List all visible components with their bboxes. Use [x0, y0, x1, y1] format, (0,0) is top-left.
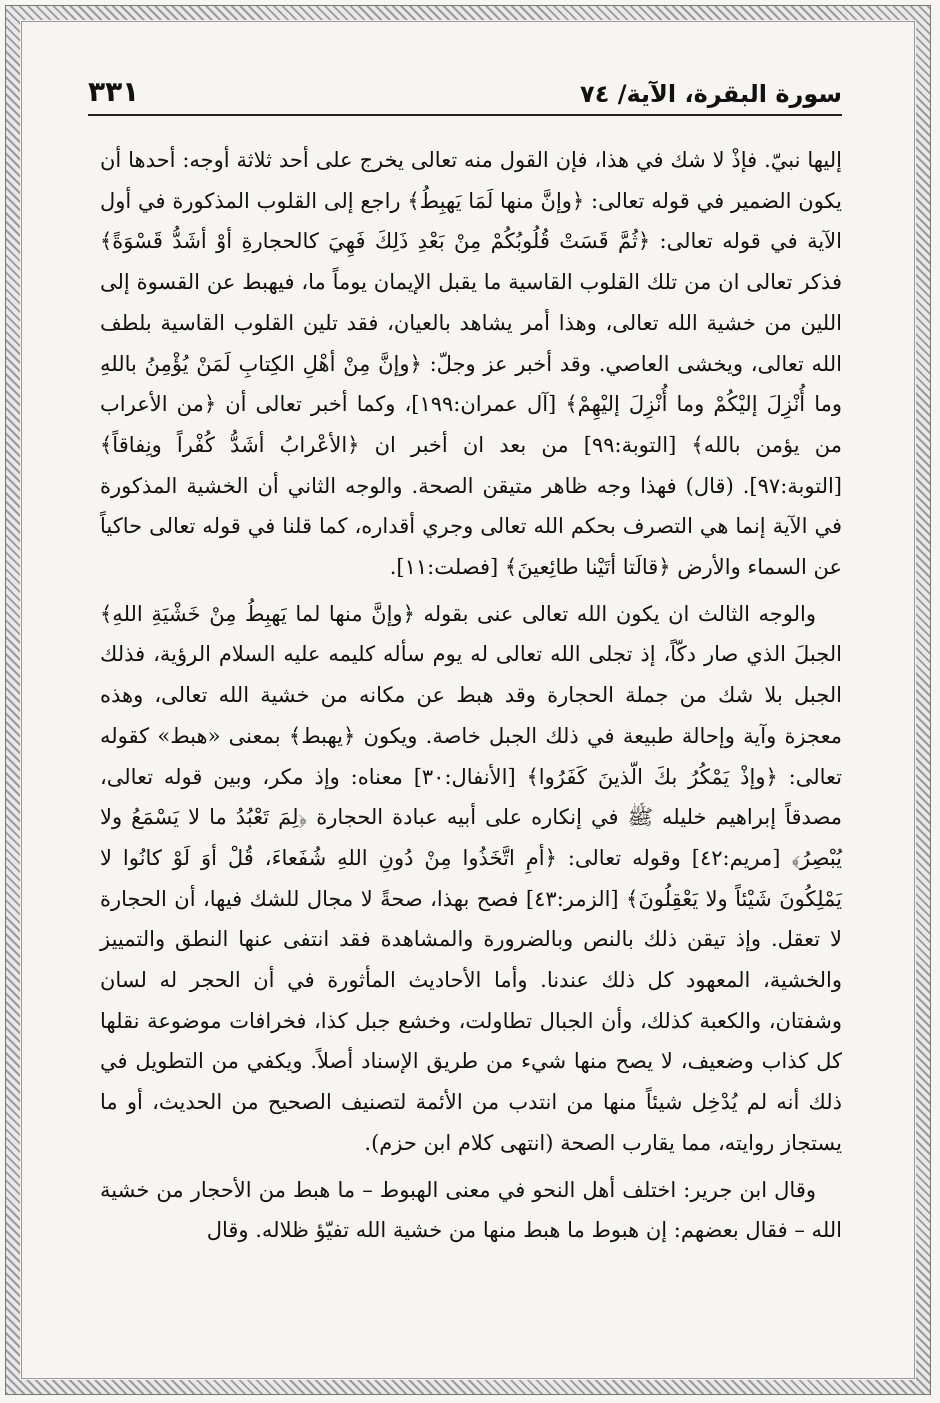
running-title: سورة البقرة، الآية/ ٧٤: [580, 80, 842, 108]
paragraph: وقال ابن جرير: اختلف أهل النحو في معنى الهبوط – ما هبط من الأحجار من خشية الله – فقال بعضهم: إن هبوط ما هبط منها من خشية الله تفيّؤ ظلاله. وقال: [100, 1177, 842, 1243]
page-number: ٣٣١: [88, 75, 140, 108]
body-text: [100, 140, 842, 1251]
running-header: [88, 66, 842, 116]
paragraph: إليها نبيّ. فإذْ لا شك في هذا، فإن القول منه تعالى يخرج على أحد ثلاثة أوجه: أحدها أن يكون الضمير في قوله تعالى: ﴿وإنَّ منها لَمَا يَهبِطُ﴾ راجع إلى القلوب المذكورة في أول الآية في قوله تعالى: ﴿ثُمَّ قَسَتْ قُلُوبُكُمْ مِنْ بَعْدِ ذَلِكَ فَهِيَ كالحجارةِ أوْ أشَدُّ قَسْوَةً﴾ فذكر تعالى ان من تلك القلوب القاسية ما يقبل الإيمان يوماً ما، فيهبط عن القسوة إلى اللين من خشية الله تعالى، وهذا أمر يشاهد بالعيان، فقد تلين القلوب القاسية بلطف الله تعالى، ويخشى العاصي. وقد أخبر عز وجلّ: ﴿وإنَّ مِنْ أهْلِ الكِتابِ لَمَنْ يُؤْمِنُ باللهِ وما أُنْزِلَ إليْكُمْ وما أُنْزِلَ إليْهِمْ﴾ [آل عمران:١٩٩]، وكما أخبر تعالى أن ﴿من الأعراب من يؤمن بالله﴾ [التوبة:٩٩] من بعد ان أخبر ان ﴿الأعْرابُ أشَدُّ كُفْراً ونِفاقاً﴾ [التوبة:٩٧]. (قال) فهذا وجه ظاهر متيقن الصحة. والوجه الثاني أن الخشية المذكورة في الآية إنما هي التصرف بحكم الله تعالى وجري أقداره، كما قلنا في قوله تعالى حاكياً عن السماء والأرض ﴿قالَتا أتَيْنا طائِعينَ﴾ [فصلت:١١].: [100, 148, 842, 580]
paragraph: والوجه الثالث ان يكون الله تعالى عنى بقوله ﴿وإنَّ منها لما يَهبِطُ مِنْ خَشْيَةِ اللهِ﴾ الجبلَ الذي صار دكّاً، إذ تجلى الله تعالى له يوم سأله كليمه عليه السلام الرؤية، فذلك الجبل بلا شك من جملة الحجارة وقد هبط عن مكانه من خشية الله تعالى، وهذه معجزة وآية وإحالة طبيعة في ذلك الجبل خاصة. ويكون ﴿يهبط﴾ بمعنى «هبط» كقوله تعالى: ﴿وإذْ يَمْكُرُ بكَ الّذينَ كَفَرُوا﴾ [الأنفال:٣٠] معناه: وإذ مكر، وبين قوله تعالى، مصدقاً إبراهيم خليله ﷺ في إنكاره على أبيه عبادة الحجارة ﴿لِمَ تَعْبُدُ ما لا يَسْمَعُ ولا يُبْصِرُ﴾ [مريم:٤٢] وقوله تعالى: ﴿أمِ اتَّخَذُوا مِنْ دُونِ اللهِ شُفَعاءَ، قُلْ أوَ لَوْ كانُوا لا يَمْلِكُونَ شَيْئاً ولا يَعْقِلُونَ﴾ [الزمر:٤٣] فصح بهذا، صحةً لا مجال للشك فيها، أن الحجارة لا تعقل. وإذ تيقن ذلك بالنص وبالضرورة والمشاهدة فقد انتفى عنها النطق والتمييز والخشية، المعهود كل ذلك عندنا. وأما الأحاديث المأثورة في أن الحجر له لسان وشفتان، والكعبة كذلك، وأن الجبال تطاولت، وخشع جبل كذا، فخرافات موضوعة نقلها كل كذاب وضعيف، لا يصح منها شيء من طريق الإسناد أصلاً. ويكفي من التطويل في ذلك أنه لم يُدْخِل شيئاً منها من انتدب من الأئمة لتصنيف الصحيح من الحديث، أو ما يستجاز روايته، مما يقارب الصحة (انتهى كلام ابن حزم).: [100, 601, 843, 1155]
